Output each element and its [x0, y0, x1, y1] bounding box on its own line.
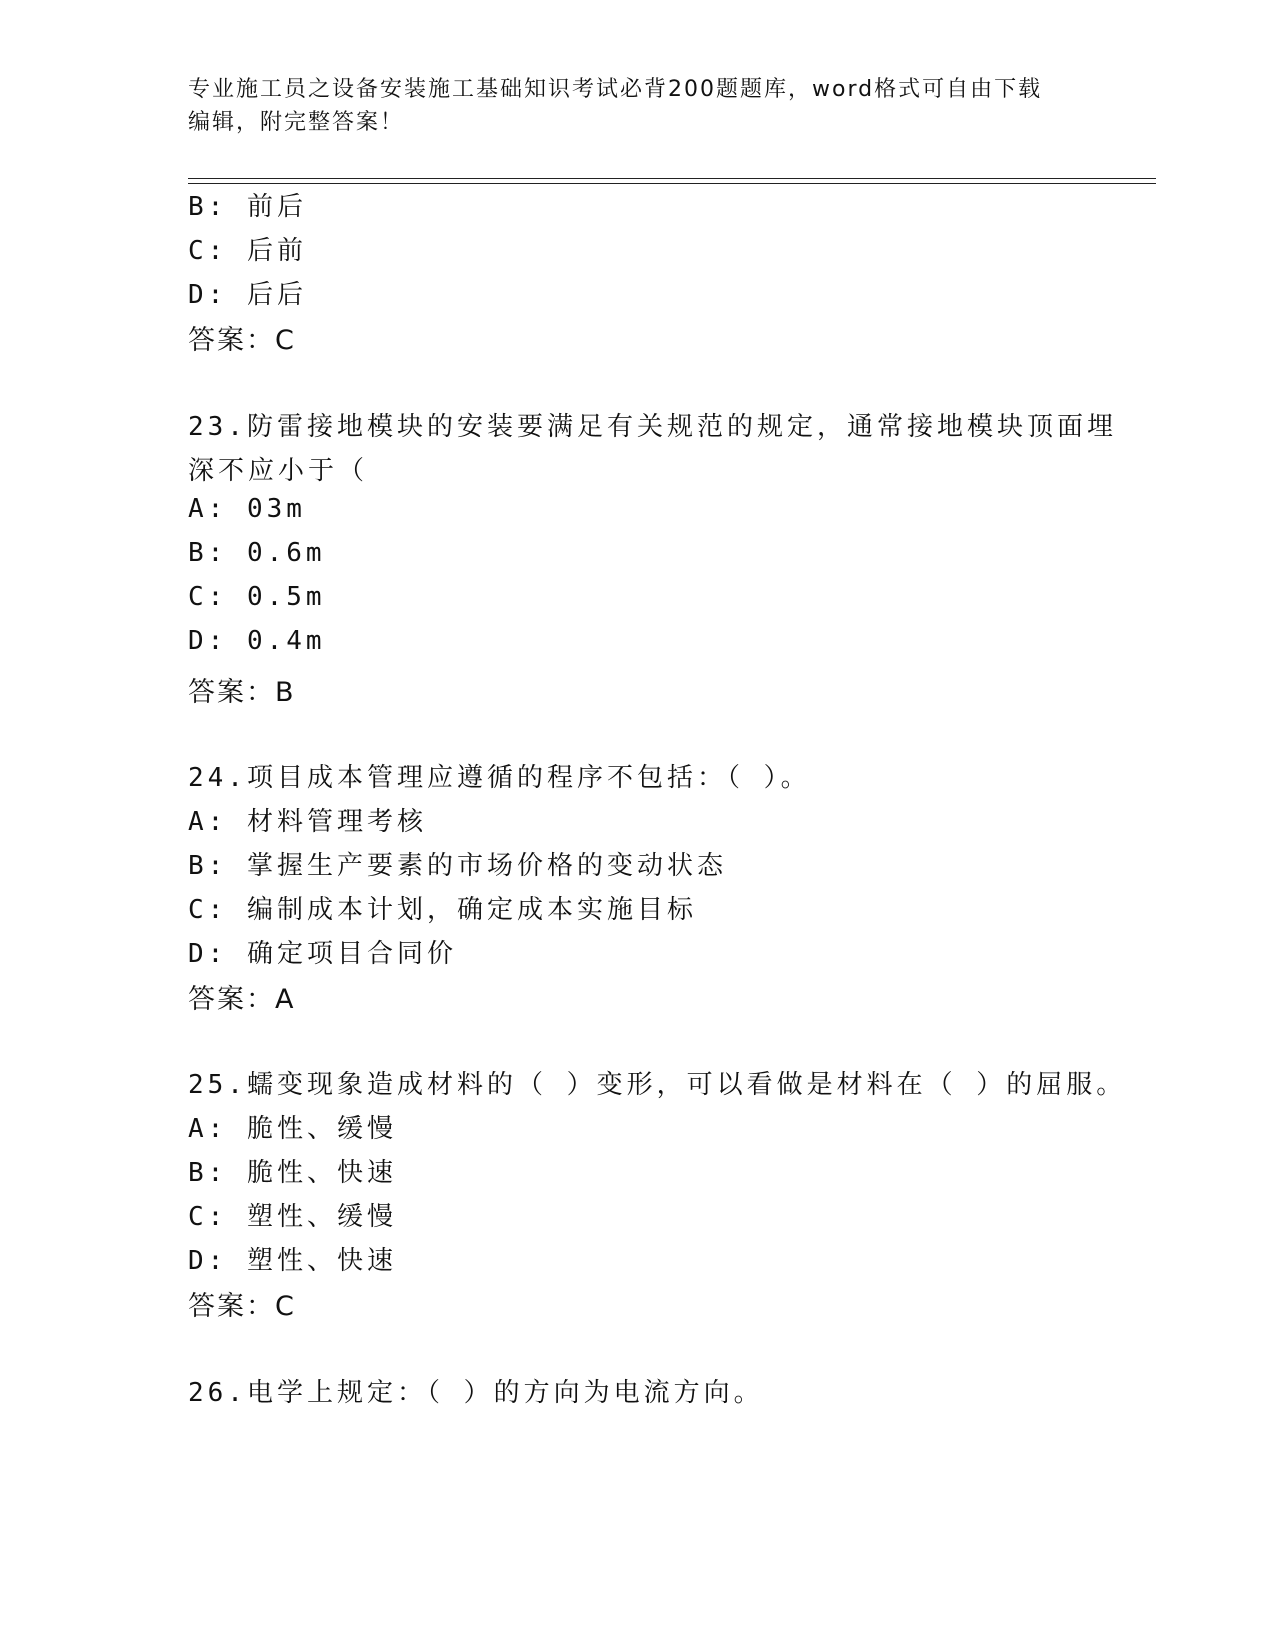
header-title-line2: 编辑，附完整答案！	[188, 110, 405, 135]
q25-option-b: B: 脆性、快速	[188, 1158, 397, 1188]
q23-option-d: D: 0.4m	[188, 626, 326, 656]
q22-option-b: B: 前后	[188, 192, 307, 222]
q26-stem: 26.电学上规定：（ ）的方向为电流方向。	[188, 1378, 764, 1408]
q23-option-a: A: 03m	[188, 494, 306, 524]
header-title-line1: 专业施工员之设备安装施工基础知识考试必背200题题库，word格式可自由下载	[188, 77, 1043, 102]
q23-option-b: B: 0.6m	[188, 538, 326, 568]
q22-option-c: C: 后前	[188, 236, 307, 266]
header-rule-bottom	[188, 183, 1156, 184]
q24-option-d: D: 确定项目合同价	[188, 939, 457, 969]
q25-option-a: A: 脆性、缓慢	[188, 1114, 397, 1144]
q25-option-c: C: 塑性、缓慢	[188, 1202, 397, 1232]
q23-stem-line2: 深不应小于（	[188, 456, 369, 486]
header-rule-top	[188, 178, 1156, 179]
q24-stem: 24.项目成本管理应遵循的程序不包括：（ ）。	[188, 763, 811, 793]
q23-answer: 答案：B	[188, 677, 296, 708]
q24-option-a: A: 材料管理考核	[188, 807, 427, 837]
q23-option-c: C: 0.5m	[188, 582, 326, 612]
q24-answer: 答案：A	[188, 984, 296, 1015]
q25-option-d: D: 塑性、快速	[188, 1246, 397, 1276]
q24-option-b: B: 掌握生产要素的市场价格的变动状态	[188, 851, 727, 881]
q22-answer: 答案：C	[188, 325, 296, 356]
q24-option-c: C: 编制成本计划，确定成本实施目标	[188, 895, 697, 925]
q25-answer: 答案：C	[188, 1291, 296, 1322]
document-header	[188, 73, 1088, 139]
q22-option-d: D: 后后	[188, 280, 307, 310]
q23-stem-line1: 23.防雷接地模块的安装要满足有关规范的规定，通常接地模块顶面埋	[188, 412, 1117, 442]
q25-stem: 25.蠕变现象造成材料的（ ）变形，可以看做是材料在（ ）的屈服。	[188, 1070, 1127, 1100]
